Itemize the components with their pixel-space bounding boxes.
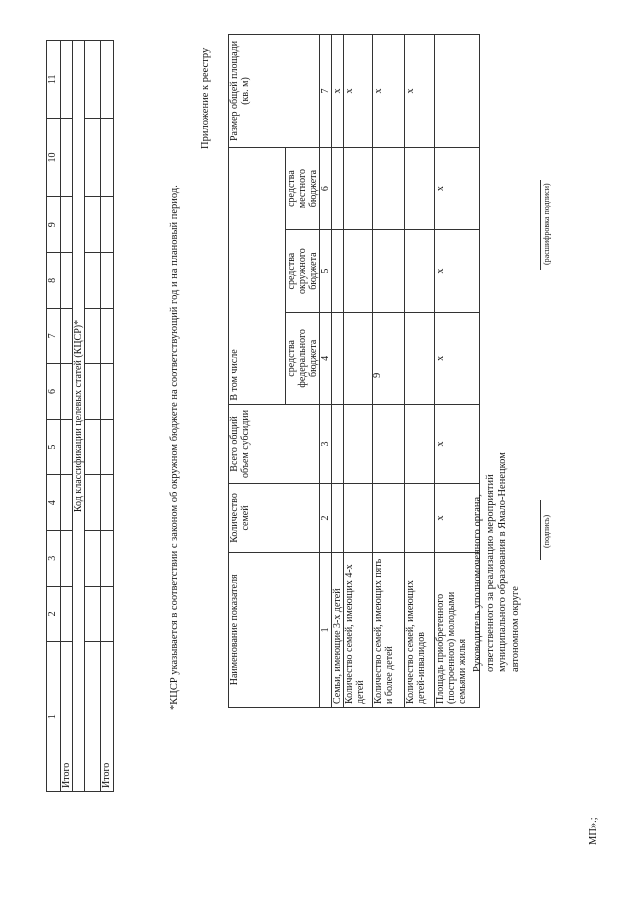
indicator-table <box>228 34 480 708</box>
col-num: 4 <box>47 475 61 531</box>
table-row: Количество семей, имеющих детей-инвалидов x <box>405 35 435 708</box>
col-num: 3 <box>47 530 61 586</box>
col-num: 2 <box>320 484 332 552</box>
header-total: Всего общий объем субсидии <box>229 404 320 484</box>
itogo-cell: Итого <box>61 642 73 792</box>
header-families: Количество семей <box>229 484 320 552</box>
col-num: 11 <box>47 41 61 119</box>
table-row: Количество семей, имеющих пять и более детей x <box>373 35 405 708</box>
page-number: 9 <box>372 372 383 378</box>
col-num: 7 <box>47 308 61 364</box>
col-num: 1 <box>320 552 332 707</box>
stamp-place: МП».; <box>588 817 599 845</box>
col-num: 5 <box>320 230 332 313</box>
col-num: 4 <box>320 313 332 405</box>
header-name: Наименование показателя <box>229 552 320 707</box>
header-incl: В том числе <box>229 147 286 404</box>
table-row: Площадь приобретенного (построенного) молодыми семьями жилья x x x x x <box>435 35 480 708</box>
header-area: Размер общей площади (кв. м) <box>229 35 320 148</box>
col-num: 5 <box>47 419 61 475</box>
col-num: 8 <box>47 253 61 309</box>
col-num: 6 <box>320 147 332 229</box>
kcsr-label: Код классификации целевых статей (КЦСР)* <box>73 41 85 792</box>
code-table <box>46 40 114 792</box>
col-num: 10 <box>47 118 61 197</box>
signature-block: Руководитель уполномоченного органа, ответственного за реализацию мероприятий муниципального образования в Ямало-Ненецком автономном округе <box>472 452 521 672</box>
appendix-title: Приложение к реестру <box>200 47 211 149</box>
table-row: Семьи, имеющие 3-х детей x <box>332 35 344 708</box>
decode-caption: (расшифровка подписи) <box>542 183 551 265</box>
header-loc: средства местного бюджета <box>286 147 320 229</box>
header-fed: средства федерального бюджета <box>286 313 320 405</box>
itogo-cell: Итого <box>101 642 114 792</box>
header-okr: средства окружного бюджета <box>286 230 320 313</box>
table-row: Количество семей, имеющих 4-х детей x <box>344 35 373 708</box>
col-num: 6 <box>47 364 61 420</box>
col-num: 9 <box>47 197 61 253</box>
signature-line <box>540 500 541 560</box>
col-num: 7 <box>320 35 332 148</box>
footnote: *КЦСР указывается в соответствии с законом об окружном бюджете на соответствующий год и на плановый период. <box>169 185 180 710</box>
decode-line <box>540 180 541 270</box>
col-num: 2 <box>47 586 61 642</box>
signature-caption: (подпись) <box>542 514 551 548</box>
col-num: 3 <box>320 404 332 484</box>
col-num: 1 <box>47 642 61 792</box>
